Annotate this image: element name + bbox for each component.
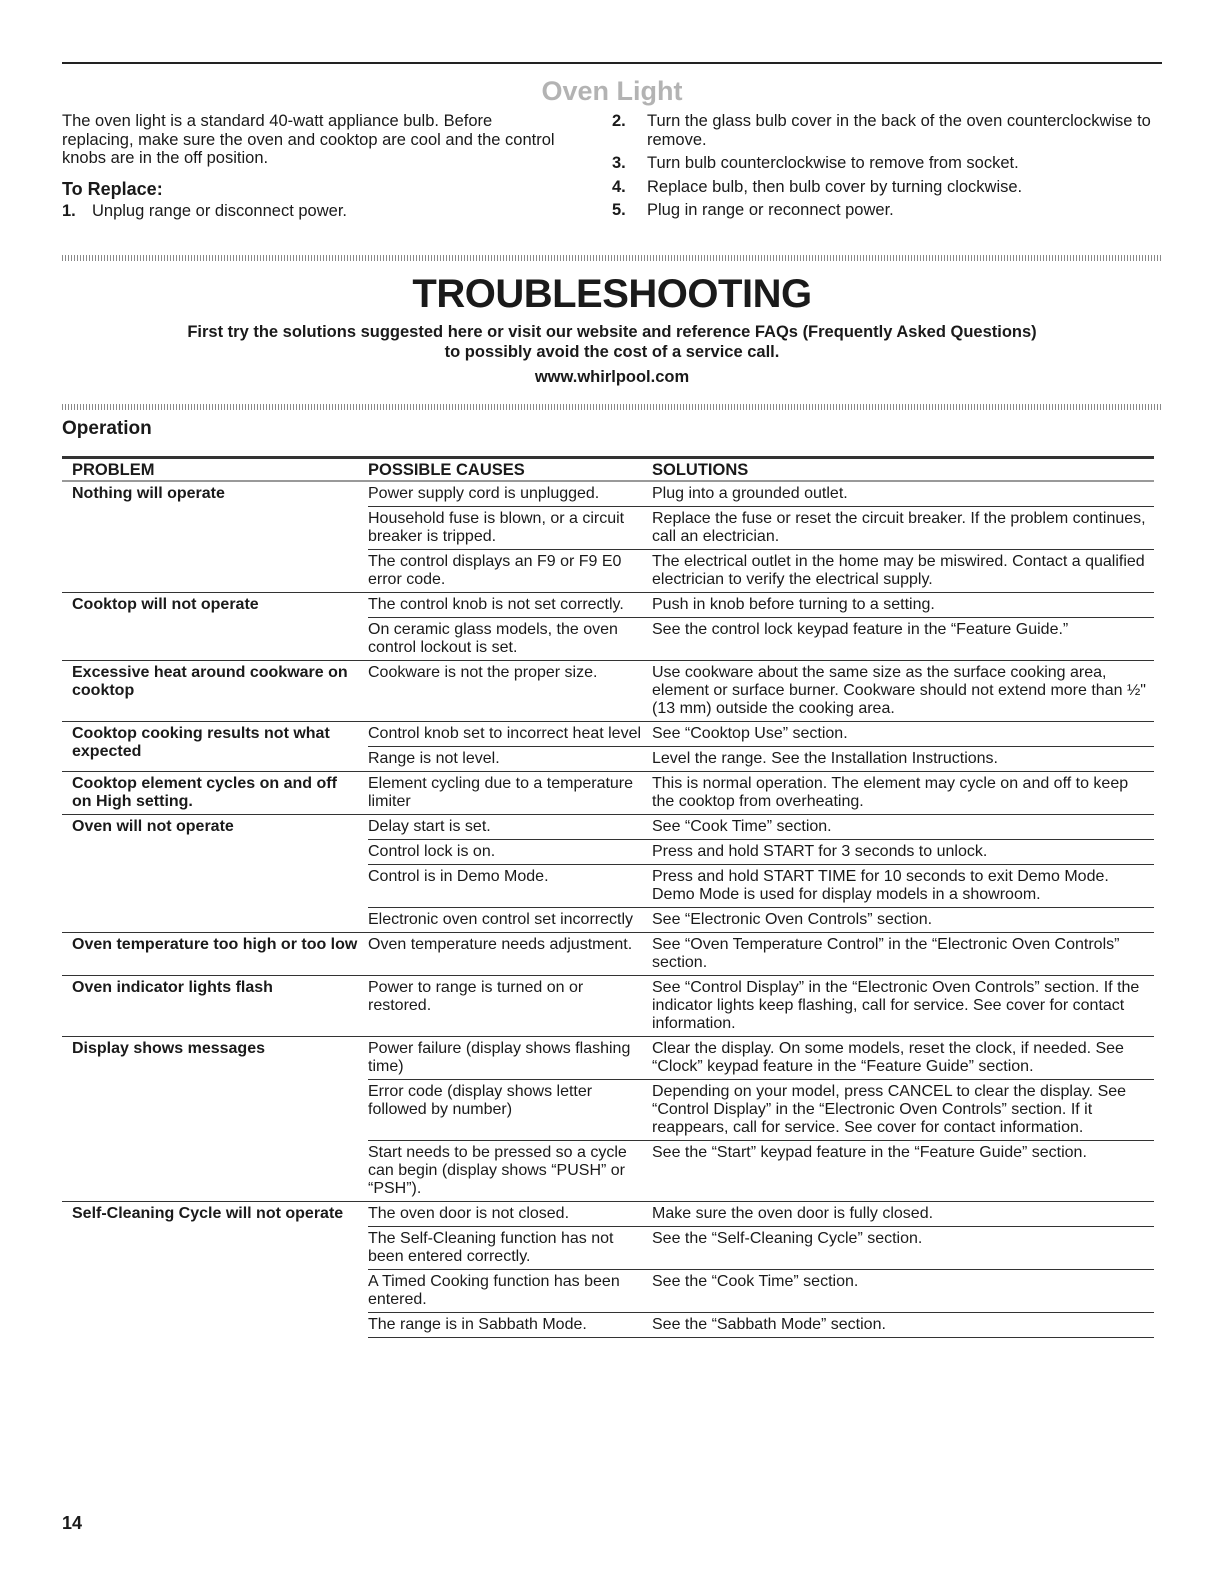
solution-cell: See the control lock keypad feature in the “Feature Guide.” (652, 618, 1154, 661)
problem-cell: Excessive heat around cookware on cooktop (62, 661, 368, 722)
solution-cell: See the “Sabbath Mode” section. (652, 1313, 1154, 1338)
replace-step (612, 178, 1162, 197)
page-number: 14 (62, 1513, 83, 1533)
solution-cell: See “Electronic Oven Controls” section. (652, 908, 1154, 933)
solution-cell: Press and hold START TIME for 10 seconds to exit Demo Mode. Demo Mode is used for display models in a showroom. (652, 865, 1154, 908)
table-row (62, 933, 1154, 976)
cause-cell: Control is in Demo Mode. (368, 865, 652, 908)
replace-step (612, 201, 1162, 220)
cause-cell: Control lock is on. (368, 840, 652, 865)
table-row (62, 661, 1154, 722)
intro-line: First try the solutions suggested here or visit our website and reference FAQs (Frequently Asked Questions) (187, 323, 1037, 341)
cause-cell: Control knob set to incorrect heat level (368, 722, 652, 747)
solution-cell: See “Control Display” in the “Electronic Oven Controls” section. If the indicator lights keep flashing, call for service. See cover for contact information. (652, 976, 1154, 1037)
step-number: 3. (612, 154, 626, 172)
step-text: Turn bulb counterclockwise to remove from socket. (647, 154, 1019, 172)
problem-cell: Oven will not operate (62, 815, 368, 933)
cause-cell: The range is in Sabbath Mode. (368, 1313, 652, 1338)
solution-cell: See the “Self-Cleaning Cycle” section. (652, 1227, 1154, 1270)
problem-cell: Cooktop cooking results not what expected (62, 722, 368, 772)
troubleshooting-table (62, 456, 1154, 1338)
replace-step (612, 154, 1162, 173)
cause-cell: Electronic oven control set incorrectly (368, 908, 652, 933)
to-replace-heading: To Replace: (62, 178, 163, 199)
website-url[interactable]: www.whirlpool.com (534, 368, 690, 386)
cause-cell: Start needs to be pressed so a cycle can begin (display shows “PUSH” or “PSH”). (368, 1141, 652, 1202)
solution-cell: Plug into a grounded outlet. (652, 485, 848, 502)
table-row (62, 593, 1154, 618)
problem-cell: Cooktop will not operate (62, 593, 368, 661)
solution-cell: Push in knob before turning to a setting. (652, 593, 1154, 618)
cause-cell: On ceramic glass models, the oven control lockout is set. (368, 618, 652, 661)
table-header-row (62, 458, 1154, 482)
oven-light-intro: The oven light is a standard 40-watt appliance bulb. Before replacing, make sure the oven and cooktop are cool and the control knobs are in the off position. (62, 112, 555, 167)
cause-cell: Household fuse is blown, or a circuit breaker is tripped. (368, 507, 652, 550)
top-rule (62, 62, 1162, 64)
solution-cell: Level the range. See the Installation Instructions. (652, 747, 1154, 772)
cause-cell: The control knob is not set correctly. (368, 593, 652, 618)
cause-cell: Error code (display shows letter followed by number) (368, 1080, 652, 1141)
solution-cell: See “Cook Time” section. (652, 815, 1154, 840)
problem-cell: Nothing will operate (62, 481, 368, 593)
problem-cell: Cooktop element cycles on and off on High setting. (62, 772, 368, 815)
hatched-divider (62, 255, 1162, 261)
solution-cell: Replace the fuse or reset the circuit breaker. If the problem continues, call an electrician. (652, 507, 1154, 550)
solution-cell: Clear the display. On some models, reset the clock, if needed. See “Clock” keypad feature in the “Feature Guide” section. (652, 1037, 1154, 1080)
cause-cell: Power failure (display shows flashing time) (368, 1037, 652, 1080)
solution-cell: See “Cooktop Use” section. (652, 722, 1154, 747)
cause-cell: Power supply cord is unplugged. (368, 485, 600, 502)
table-row (62, 1202, 1154, 1227)
step-number: 4. (612, 177, 626, 196)
section-heading: Operation (62, 418, 152, 439)
solution-cell: This is normal operation. The element may cycle on and off to keep the cooktop from overheating. (652, 772, 1154, 815)
problem-cell: Self-Cleaning Cycle will not operate (62, 1202, 368, 1338)
cause-cell: Element cycling due to a temperature limiter (368, 772, 652, 815)
step-text: Replace bulb, then bulb cover by turning clockwise. (647, 177, 1023, 196)
troubleshooting-intro (62, 322, 1162, 362)
table-row (62, 772, 1154, 815)
intro-line: to possibly avoid the cost of a service call. (444, 343, 780, 361)
table-row (62, 722, 1154, 747)
cause-cell: The oven door is not closed. (368, 1202, 652, 1227)
step-number: 5. (612, 201, 626, 219)
table-row (62, 481, 1154, 507)
cause-cell: Power to range is turned on or restored. (368, 976, 652, 1037)
table-row (62, 1037, 1154, 1080)
table-row (62, 976, 1154, 1037)
table-row (62, 815, 1154, 840)
solution-cell: See “Oven Temperature Control” in the “Electronic Oven Controls” section. (652, 933, 1154, 976)
problem-header: PROBLEM (62, 458, 368, 482)
solution-cell: The electrical outlet in the home may be miswired. Contact a qualified electrician to verify the electrical supply. (652, 550, 1154, 593)
causes-header: POSSIBLE CAUSES (368, 458, 652, 482)
step-text: Plug in range or reconnect power. (647, 201, 894, 219)
solutions-header: SOLUTIONS (652, 458, 1154, 482)
step-text: Unplug range or disconnect power. (92, 202, 347, 220)
solution-cell: Depending on your model, press CANCEL to clear the display. See “Control Display” in the “Electronic Oven Controls” section. If it reappears, call for service. See cover for contact information. (652, 1080, 1154, 1141)
hatched-divider (62, 404, 1162, 410)
cause-cell: A Timed Cooking function has been entered. (368, 1270, 652, 1313)
problem-cell: Display shows messages (62, 1037, 368, 1202)
cause-cell: Cookware is not the proper size. (368, 661, 652, 722)
problem-cell: Oven indicator lights flash (62, 976, 368, 1037)
solution-cell: Press and hold START for 3 seconds to unlock. (652, 840, 1154, 865)
problem-cell: Oven temperature too high or too low (62, 933, 368, 976)
table-body (62, 481, 1154, 1338)
cause-cell: The control displays an F9 or F9 E0 error code. (368, 550, 652, 593)
solution-cell: See the “Cook Time” section. (652, 1270, 1154, 1313)
step-text: Turn the glass bulb cover in the back of the oven counterclockwise to remove. (647, 112, 1151, 149)
troubleshooting-title: TROUBLESHOOTING (412, 272, 812, 316)
cause-cell: Oven temperature needs adjustment. (368, 933, 652, 976)
replace-step (612, 112, 1162, 149)
oven-light-left-column (62, 112, 562, 226)
replace-step (62, 202, 562, 221)
cause-cell: Delay start is set. (368, 815, 652, 840)
cause-cell: Range is not level. (368, 747, 652, 772)
step-number: 2. (612, 112, 626, 130)
solution-cell: See the “Start” keypad feature in the “Feature Guide” section. (652, 1141, 1154, 1202)
cause-cell: The Self-Cleaning function has not been entered correctly. (368, 1227, 652, 1270)
solution-cell: Make sure the oven door is fully closed. (652, 1202, 1154, 1227)
oven-light-title: Oven Light (541, 76, 683, 106)
solution-cell: Use cookware about the same size as the surface cooking area, element or surface burner. Cookware should not extend more than ½" (13 mm) outside the cooking area. (652, 661, 1154, 722)
oven-light-right-column (612, 112, 1162, 225)
step-number: 1. (62, 202, 76, 220)
